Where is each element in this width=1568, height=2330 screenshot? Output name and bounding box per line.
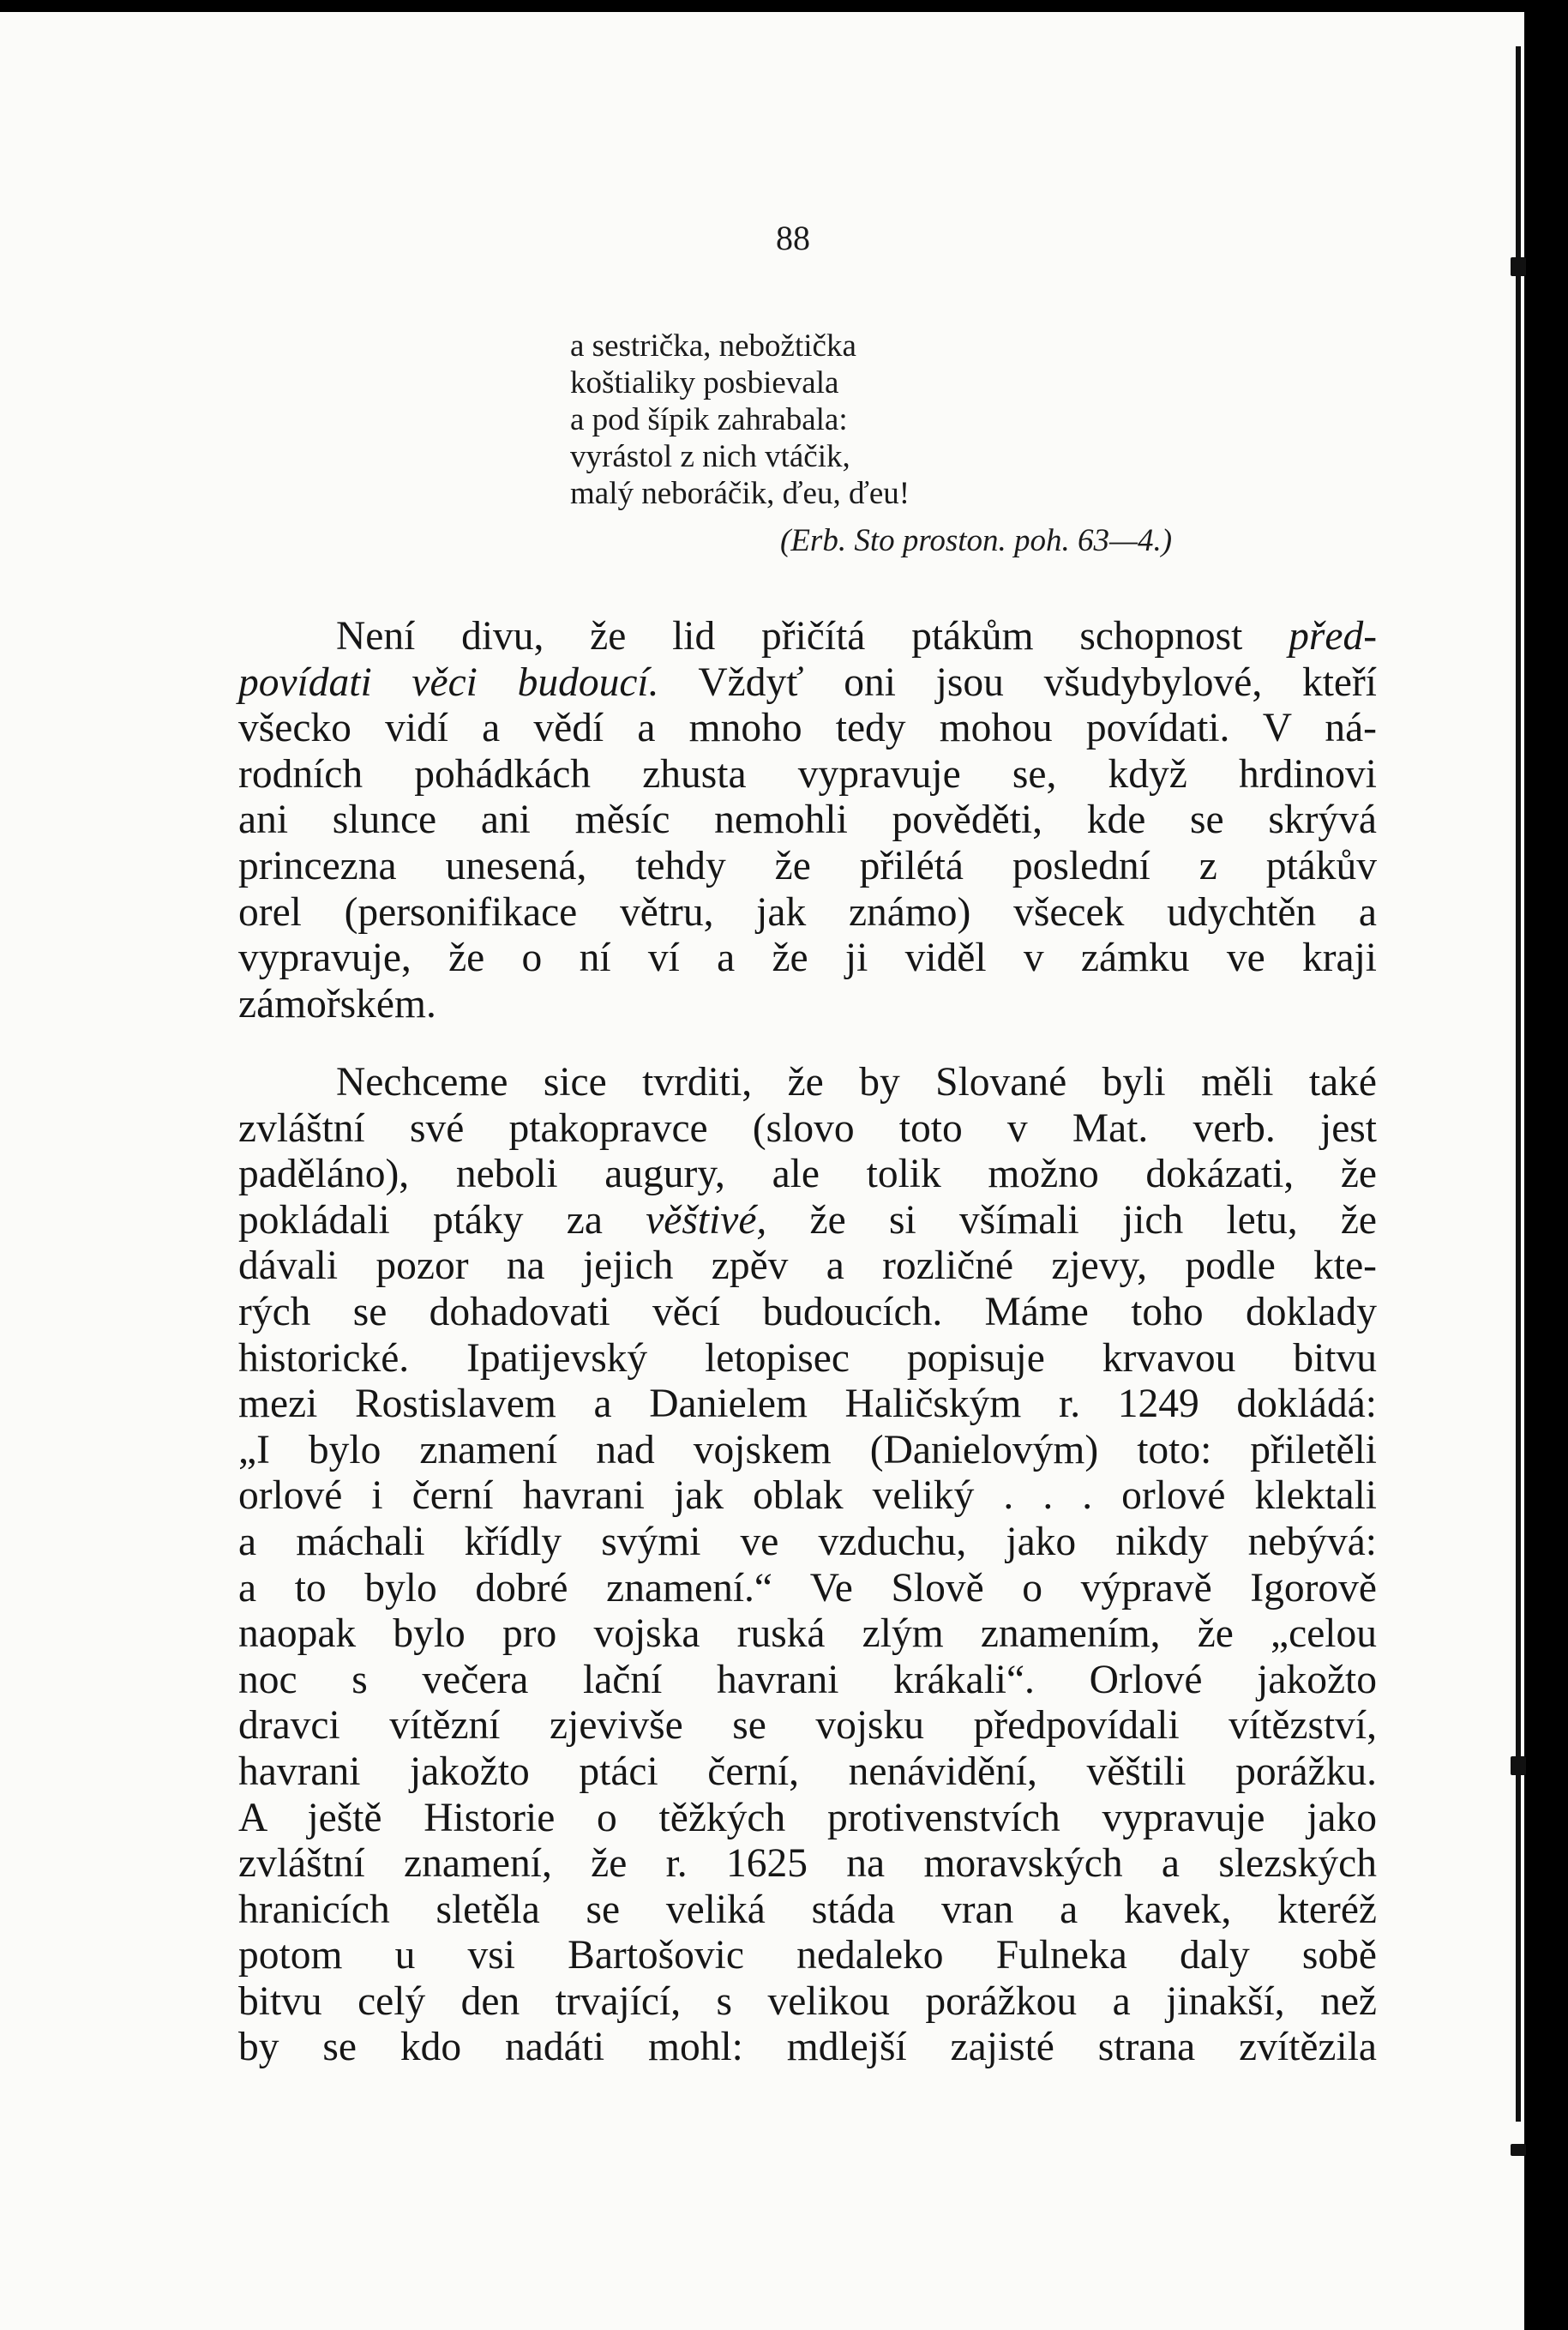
paragraph-line: hranicích sletěla se veliká stáda vran a kavek, kteréž: [238, 1887, 1377, 1932]
emphasis-text: věštivé,: [646, 1197, 767, 1243]
text-segment: pokládali ptáky za: [238, 1197, 603, 1243]
paragraph-line: a máchali křídly svými ve vzduchu, jako nikdy nebývá:: [238, 1519, 1377, 1564]
emphasis-text: před-: [1289, 614, 1378, 659]
poem-line: malý neboráčik, ďeu, ďeu!: [570, 476, 910, 511]
paragraph-line: zvláštní znamení, že r. 1625 na moravských a slezských: [238, 1841, 1377, 1887]
paragraph-line: vypravuje, že o ní ví a že ji viděl v zámku ve kraji: [238, 936, 1377, 981]
text-segment: že si všímali jich letu, že: [809, 1197, 1377, 1243]
paragraph-line: [238, 1198, 1377, 1244]
emphasis-text: povídati věci budoucí.: [238, 659, 659, 705]
paragraph-line: historické. Ipatijevský letopisec popisuje krvavou bitvu: [238, 1335, 1377, 1381]
paragraph-line: naopak bylo pro vojska ruská zlým znamením, že „celou: [238, 1611, 1377, 1657]
poem-line: a pod šípik zahrabala:: [570, 402, 848, 437]
book-page: [0, 12, 1524, 2330]
edge-mark: [1511, 257, 1526, 276]
paragraph-line: havrani jakožto ptáci černí, nenávidění, věštili porážku.: [238, 1749, 1377, 1794]
paragraph-line: dravci vítězní zjevivše se vojsku předpovídali vítězství,: [238, 1703, 1377, 1749]
page-edge-binding: [1516, 46, 1521, 2122]
poem-citation: (Erb. Sto proston. poh. 63—4.): [780, 523, 1173, 558]
paragraph-line: ani slunce ani měsíc nemohli pověděti, kde se skrývá: [238, 798, 1377, 843]
paragraph: [238, 1060, 1377, 2071]
paragraph-line: noc s večera lační havrani krákali“. Orlové jakožto: [238, 1657, 1377, 1702]
paragraph-line: mezi Rostislavem a Danielem Haličským r. 1249 dokládá:: [238, 1382, 1377, 1427]
paragraph-line: všecko vidí a vědí a mnoho tedy mohou povídati. V ná-: [238, 706, 1377, 751]
paragraph-line: A ještě Historie o těžkých protivenstvích vypravuje jako: [238, 1795, 1377, 1840]
poem-line: koštialiky posbievala: [570, 365, 839, 400]
paragraph-line: orlové i černí havrani jak oblak veliký . . . orlové klektali: [238, 1473, 1377, 1519]
paragraph-line: orel (personifikace větru, jak známo) všecek udychtěn a: [238, 889, 1377, 935]
paragraph-line: zvláštní své ptakopravce (slovo toto v Mat. verb. jest: [238, 1105, 1377, 1151]
edge-mark: [1511, 1756, 1526, 1775]
paragraph-line: princezna unesená, tehdy že přilétá poslední z ptákův: [238, 843, 1377, 888]
paragraph-line: „I bylo znamení nad vojskem (Danielovým) toto: přiletěli: [238, 1427, 1377, 1472]
paragraph-line: [238, 660, 1377, 707]
poem-line: vyrástol z nich vtáčik,: [570, 439, 850, 474]
edge-mark: [1511, 2144, 1526, 2156]
paragraph-line: potom u vsi Bartošovic nedaleko Fulneka daly sobě: [238, 1933, 1377, 1978]
paragraph-line: [238, 614, 1377, 660]
paragraph-line: bitvu celý den trvající, s velikou porážkou a jinakší, než: [238, 1978, 1377, 2024]
paragraph-line: rodních pohádkách zhusta vypravuje se, když hrdinovi: [238, 751, 1377, 797]
text-segment: Není divu, že lid přičítá ptákům schopnost: [336, 614, 1243, 659]
page-number: 88: [776, 219, 810, 257]
paragraph-line: rých se dohadovati věcí budoucích. Máme toho doklady: [238, 1289, 1377, 1334]
paragraph-line: a to bylo dobré znamení.“ Ve Slově o výpravě Igorově: [238, 1565, 1377, 1611]
paragraph: [238, 614, 1377, 1027]
paragraph-line: paděláno), neboli augury, ale tolik možno dokázati, že: [238, 1152, 1377, 1197]
text-segment: Vždyť oni jsou všudybylové, kteří: [698, 659, 1377, 705]
paragraph-line: zámořském.: [238, 981, 436, 1027]
poem-line: a sestrička, nebožtička: [570, 328, 856, 364]
poem-block: [570, 328, 1342, 512]
paragraph-line: Nechceme sice tvrditi, že by Slované byli měli také: [336, 1060, 1377, 1105]
paragraph-line: by se kdo nadáti mohl: mdlejší zajisté strana zvítězila: [238, 2025, 1377, 2070]
paragraph-line: dávali pozor na jejich zpěv a rozličné zjevy, podle kte-: [238, 1243, 1377, 1289]
